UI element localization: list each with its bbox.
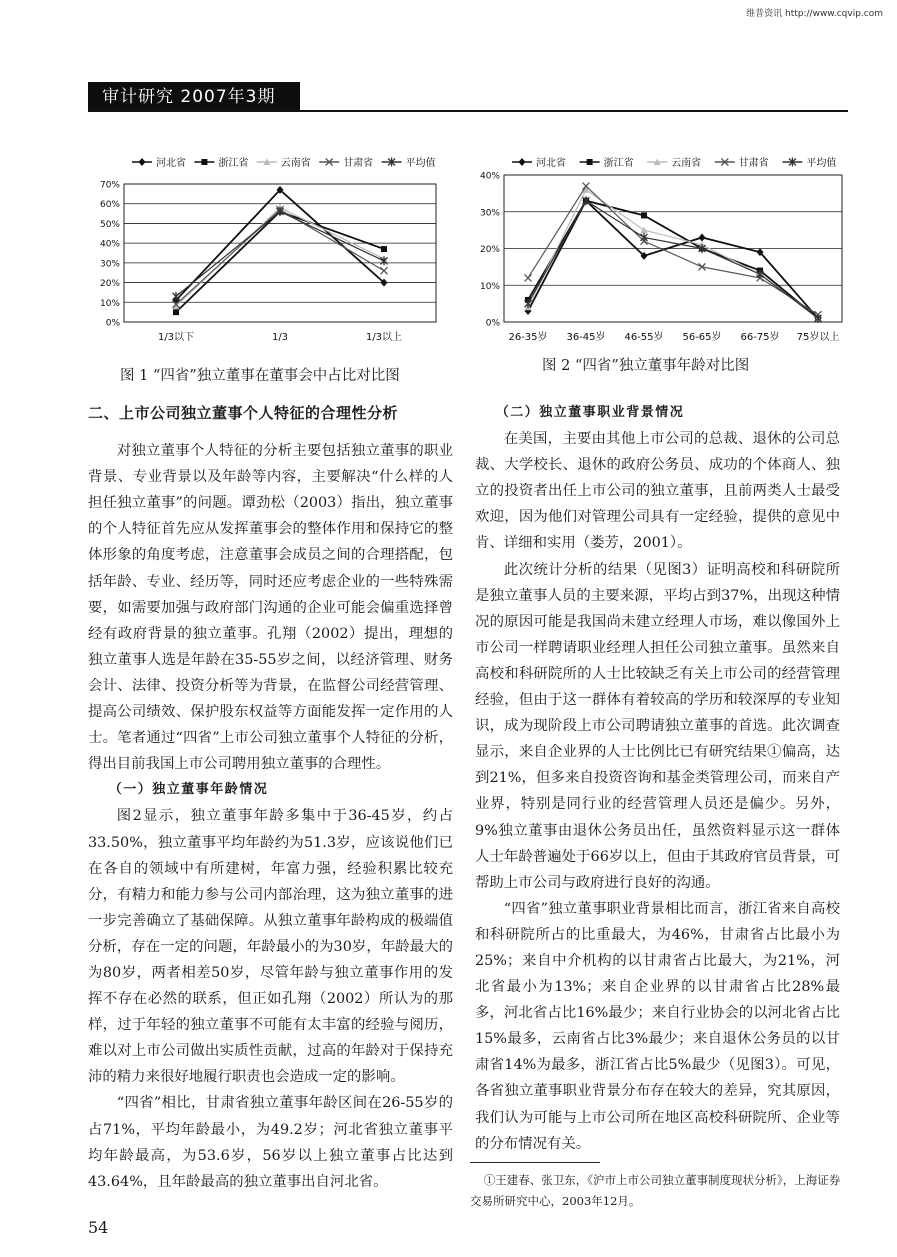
series-4 bbox=[525, 183, 822, 319]
x-tick-label: 46-55岁 bbox=[624, 332, 664, 343]
x-tick-label: 26-35岁 bbox=[508, 332, 548, 343]
series-2 bbox=[173, 209, 387, 316]
x-tick-label: 1/3以下 bbox=[157, 332, 195, 343]
journal-banner: 审计研究 2007年3期 bbox=[88, 82, 300, 112]
y-tick-label: 20% bbox=[99, 279, 120, 290]
legend-marker bbox=[519, 158, 526, 166]
subsection-heading-career: （二）独立董事职业背景情况 bbox=[495, 405, 685, 420]
legend-label: 云南省 bbox=[671, 158, 702, 169]
y-tick-label: 0% bbox=[105, 318, 120, 329]
y-tick-label: 40% bbox=[99, 239, 120, 250]
series-line bbox=[176, 208, 384, 307]
series-line bbox=[528, 186, 818, 315]
chart-2-svg bbox=[470, 150, 848, 350]
x-tick-label: 66-75岁 bbox=[740, 332, 780, 343]
data-point bbox=[525, 274, 532, 281]
legend-label: 甘肃省 bbox=[738, 158, 769, 169]
paragraph: 图2显示，独立董事年龄多集中于36-45岁，约占33.50%，独立董事平均年龄约为51.3岁，应该说他们已在各自的领域中有所建树，年富力强，经验积累比较充分，有精力和能力参与公司内部治理，这为独立董事的进一步完善确立了基础保障。从独立董事年龄构成的极端值分析，存在一定的问题，年龄最小的为30岁，年龄最大的为80岁，两者相差50岁，尽管年龄与独立董事作用的发挥不存在必然的联系，但正如孔翔（2002）所认为的那样，过于年轻的独立董事不可能有太丰富的经验与阅历，难以对上市公司做出实质性贡献，过高的年龄对于保持充沛的精力来很好地履行职责也会造成一定的影响。 bbox=[88, 808, 453, 1086]
legend-label: 浙江省 bbox=[603, 158, 634, 169]
x-tick-label: 1/3 bbox=[271, 332, 289, 343]
data-point bbox=[699, 233, 706, 241]
series-1 bbox=[525, 197, 822, 323]
paragraph: 此次统计分析的结果（见图3）证明高校和科研院所是独立董事人员的主要来源，平均占到37%，出现这种情况的原因可能是我国尚未建立经理人市场，难以像国外上市公司一样聘请职业经理人担任公司独立董事。虽然来自高校和科研院所的人士比较缺乏有关上市公司的经营管理经验，但由于这一群体有着较高的学历和较深厚的专业知识，成为现阶段上市公司聘请独立董事的首选。此次调查显示，来自企业界的人士比例比已有研究结果①偏高，达到21%，但多来自投资咨询和基金类管理公司，而来自产业界，特别是同行业的经营管理人员还是偏少。另外，9%独立董事由退休公务员出任，虽然资料显示这一群体人士年龄普遍处于66岁以上，但由于其政府官员背景，可帮助上市公司与政府进行良好的沟通。 bbox=[475, 561, 840, 891]
x-tick-label: 75岁以上 bbox=[796, 332, 840, 343]
legend-label: 平均值 bbox=[405, 158, 436, 169]
right-column bbox=[475, 400, 840, 1157]
left-column bbox=[88, 400, 453, 1195]
chart-2 bbox=[470, 150, 848, 350]
footnote: ①王建春、张卫东，《沪市上市公司独立董事制度现状分析》，上海证券交易所研究中心，2003年12月。 bbox=[470, 1173, 841, 1208]
chart-2-caption: 图 2 “四省”独立董事年龄对比图 bbox=[542, 358, 750, 374]
y-tick-label: 50% bbox=[99, 219, 120, 230]
data-point bbox=[173, 309, 179, 315]
series-line bbox=[176, 212, 384, 313]
data-point bbox=[381, 246, 387, 252]
legend-label: 河北省 bbox=[536, 158, 566, 169]
data-point bbox=[641, 212, 647, 218]
data-point bbox=[757, 270, 764, 279]
legend-label: 甘肃省 bbox=[343, 158, 374, 169]
y-tick-label: 20% bbox=[479, 245, 500, 255]
legend-label: 浙江省 bbox=[218, 158, 249, 169]
x-tick-label: 36-45岁 bbox=[566, 332, 606, 343]
legend-marker bbox=[139, 158, 146, 166]
legend-label: 平均值 bbox=[806, 158, 837, 169]
y-tick-label: 0% bbox=[485, 318, 500, 329]
y-tick-label: 30% bbox=[479, 208, 500, 219]
x-tick-label: 1/3以上 bbox=[365, 332, 403, 343]
x-tick-label: 56-65岁 bbox=[682, 332, 722, 343]
y-tick-label: 30% bbox=[99, 259, 120, 270]
chart-1-caption: 图 1 “四省”独立董事在董事会中占比对比图 bbox=[120, 368, 400, 384]
page-number: 54 bbox=[88, 1218, 109, 1237]
y-tick-label: 70% bbox=[99, 180, 120, 191]
y-tick-label: 10% bbox=[479, 281, 500, 292]
y-tick-label: 40% bbox=[479, 171, 500, 182]
y-tick-label: 60% bbox=[99, 200, 120, 211]
chart-legend bbox=[512, 156, 836, 169]
data-point bbox=[173, 292, 180, 301]
paragraph: 对独立董事个人特征的分析主要包括独立董事的职业背景、专业背景以及年龄等内容，主要解决“什么样的人担任独立董事”的问题。谭劲松（2003）指出，独立董事的个人特征首先应从发挥董事会的整体作用和保持它的整体形象的角度考虑，注意董事会成员之间的合理搭配，包括年龄、专业、经历等，同时还应考虑企业的一些特殊需要，如需要加强与政府部门沟通的企业可能会偏重选择曾经有政府背景的独立董事。孔翔（2002）提出，理想的独立董事人选是年龄在35-55岁之间，以经济管理、财务会计、法律、投资分析等为背景，在监督公司经营管理、提高公司绩效、保护股东权益等方面能发挥一定作用的人士。笔者通过“四省”上市公司独立董事个人特征的分析，得出目前我国上市公司聘用独立董事的合理性。 bbox=[88, 443, 453, 773]
journal-rule bbox=[88, 110, 848, 112]
chart-1-svg bbox=[88, 150, 440, 350]
series-5 bbox=[525, 196, 822, 323]
paragraph: 在美国，主要由其他上市公司的总裁、退休的公司总裁、大学校长、退休的政府公务员、成功的个体商人、独立的投资者出任上市公司的独立董事，且前两类人士最受欢迎，因为他们对管理公司具有一定经验，提供的意见中肯、详细和实用（娄芳，2001）。 bbox=[475, 431, 840, 552]
data-point bbox=[641, 227, 648, 234]
data-point bbox=[381, 267, 388, 274]
chart-1 bbox=[88, 150, 440, 350]
y-tick-label: 10% bbox=[99, 298, 120, 309]
paragraph: “四省”独立董事职业背景相比而言，浙江省来自高校和科研院所占的比重最大，为46%，甘肃省占比最小为25%；来自中介机构的以甘肃省占比最大，为21%，河北省最小为13%；来自企业界的以甘肃省占比28%最多，河北省占比16%最少；来自行业协会的以河北省占比15%最多，云南省占比3%最少；来自退休公务员的以甘肃省14%为最多，浙江省占比5%最少（见图3）。可见，各省独立董事职业背景分布存在较大的差异，究其原因，我们认为可能与上市公司所在地区高校科研院所、企业等的分布情况有关。 bbox=[475, 900, 840, 1152]
chart-legend bbox=[132, 156, 436, 169]
legend-label: 河北省 bbox=[156, 158, 186, 169]
legend-label: 云南省 bbox=[280, 158, 311, 169]
watermark: 维普资讯 http://www.cqvip.com bbox=[746, 9, 883, 19]
footnote-rule bbox=[470, 1162, 600, 1163]
section-heading: 二、上市公司独立董事个人特征的合理性分析 bbox=[88, 404, 399, 422]
paragraph: “四省”相比，甘肃省独立董事年龄区间在26-55岁的占71%，平均年龄最小，为49.2岁；河北省独立董事平均年龄最高，为53.6岁，56岁以上独立董事占比达到43.64%，且年龄最高的独立董事出自河北省。 bbox=[88, 1095, 453, 1190]
series-2 bbox=[525, 198, 821, 322]
subsection-heading-age: （一）独立董事年龄情况 bbox=[108, 782, 269, 798]
legend-marker bbox=[587, 159, 593, 165]
legend-marker bbox=[201, 159, 207, 165]
